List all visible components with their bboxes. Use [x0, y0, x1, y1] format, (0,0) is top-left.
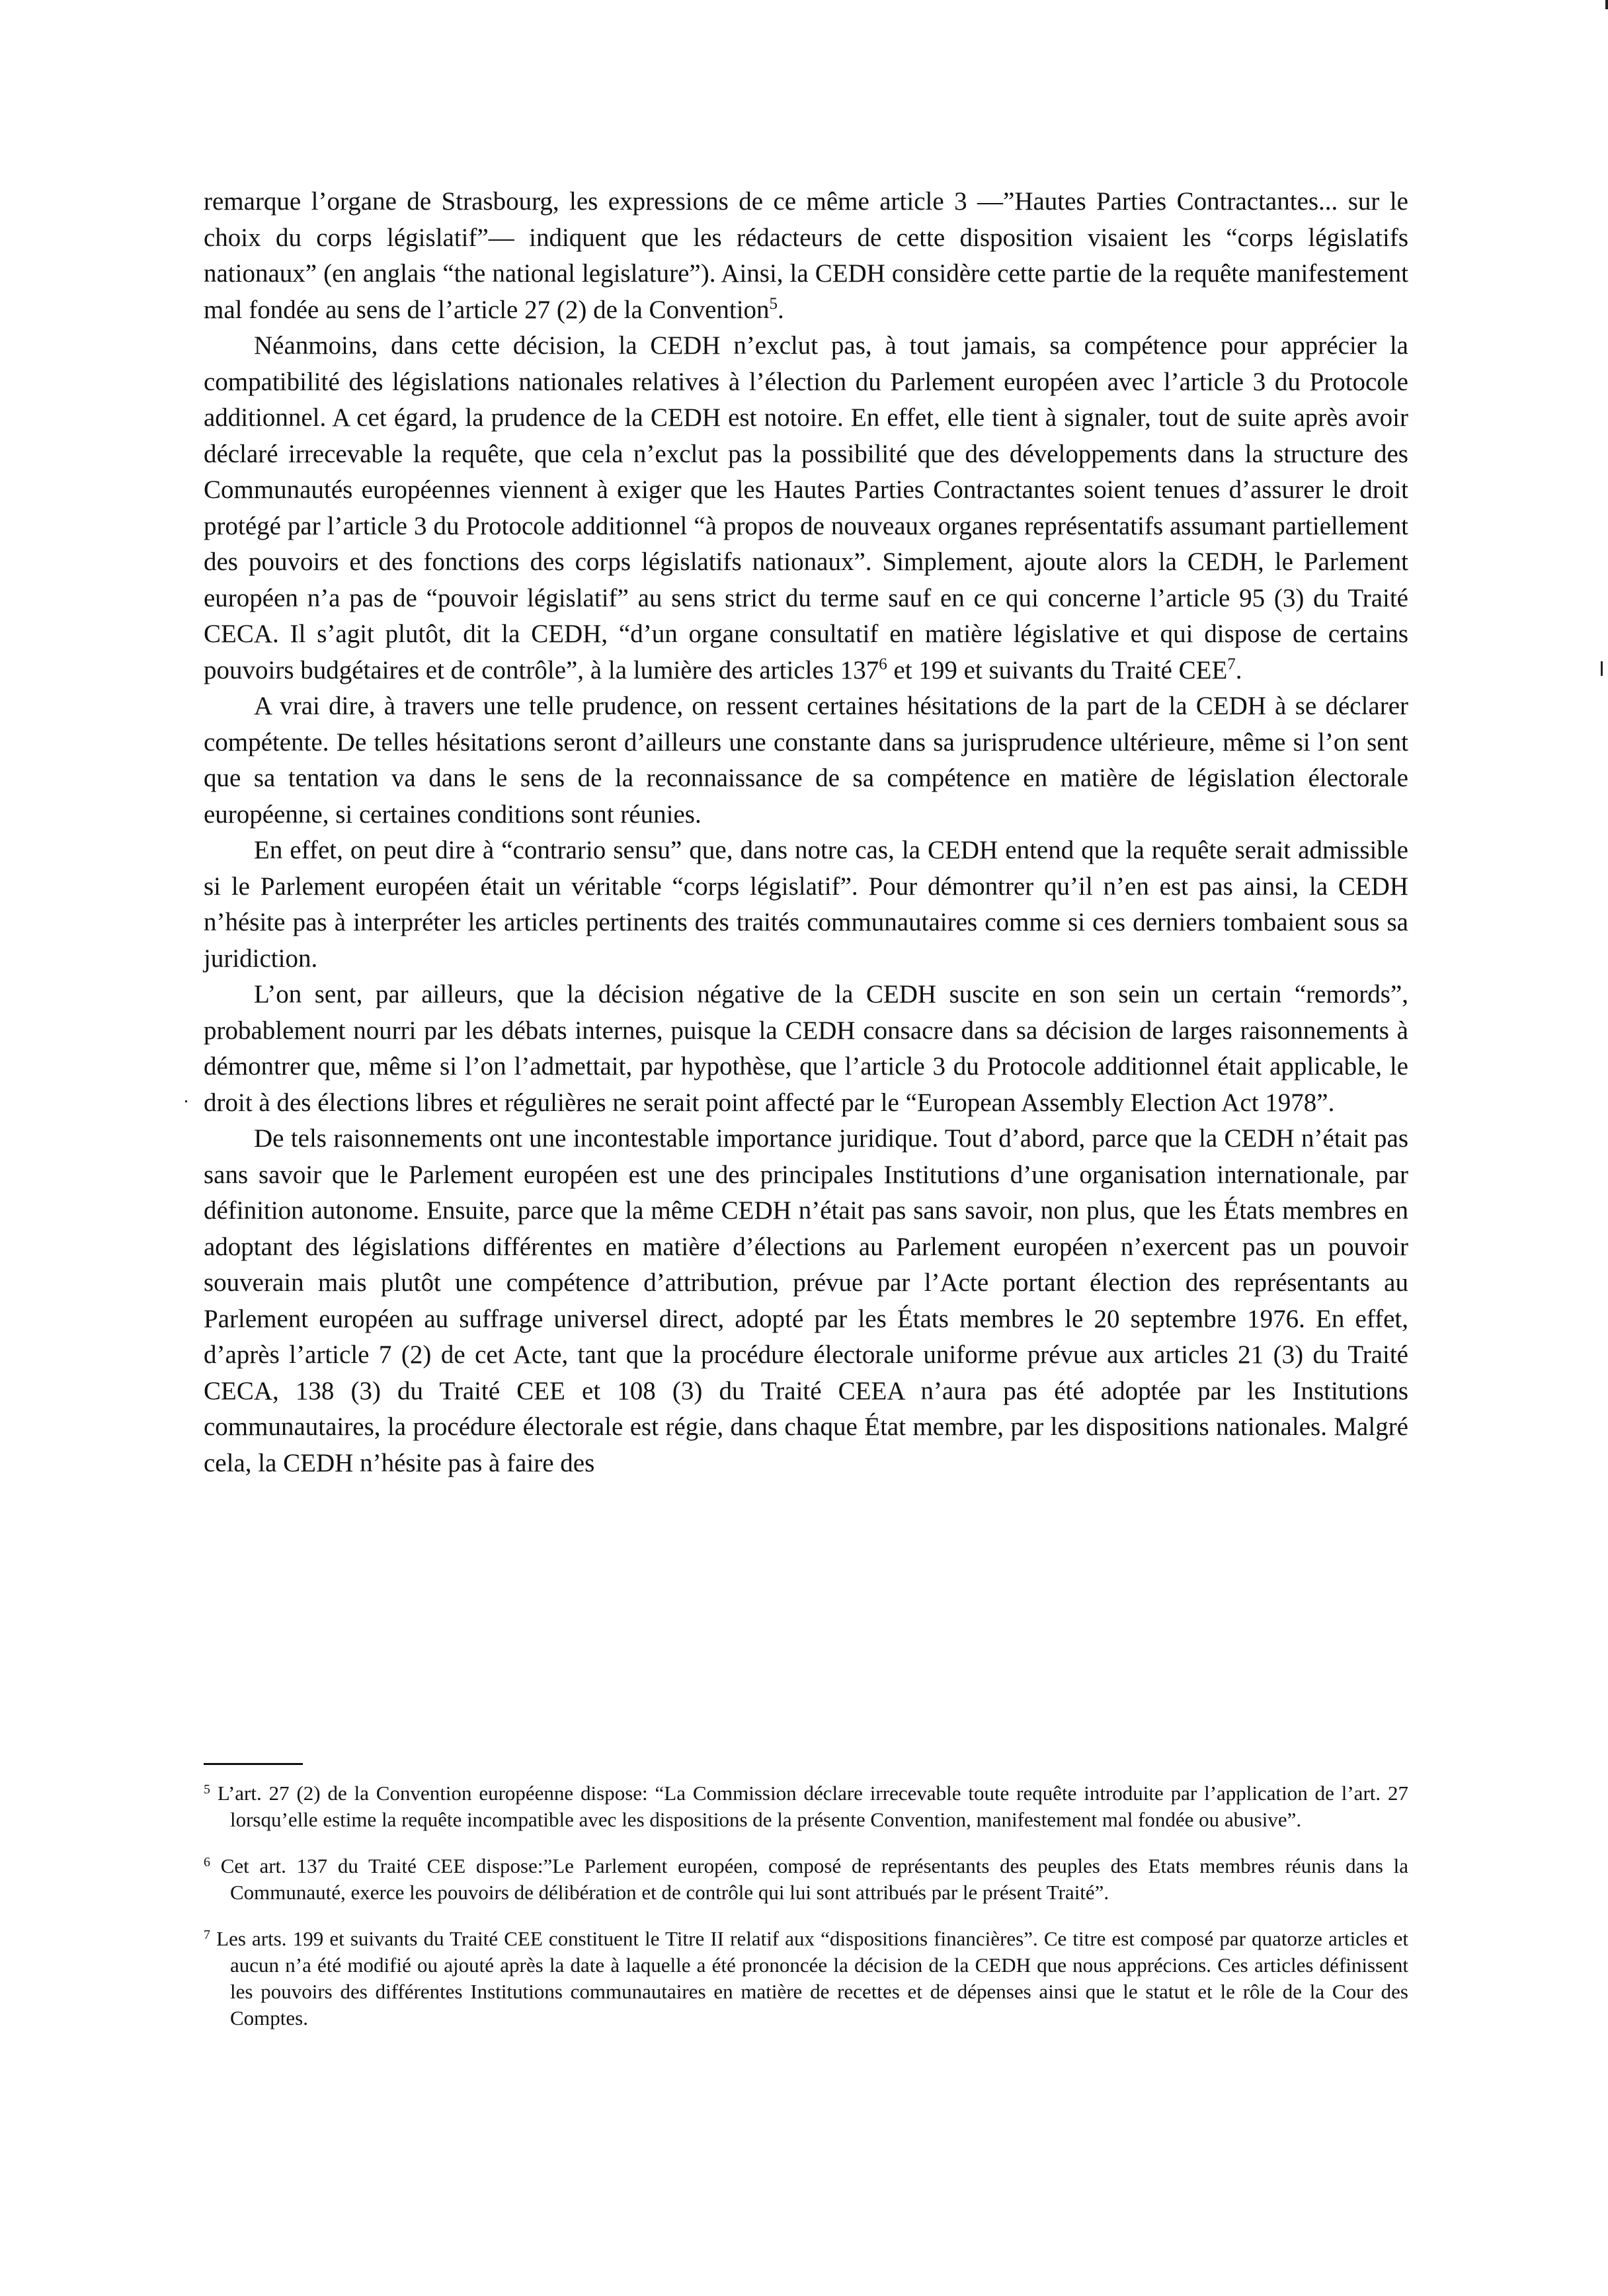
- paragraph-2: [204, 328, 1408, 688]
- footnotes: [204, 1780, 1408, 2051]
- paragraph-3: A vrai dire, à travers une telle prudence, on ressent certaines hésitations de la part de la CEDH à se déclarer compétente. De telles hésitations seront d’ailleurs une constante dans sa jurisprudence ultérieure, même si l’on sent que sa tentation va dans le sens de la reconnaissance de sa compétence en matière de législation électorale européenne, si certaines conditions sont réunies.: [204, 692, 1408, 829]
- scan-artifact: [1605, 0, 1608, 9]
- footnote-5: [204, 1780, 1408, 1833]
- footnote-7: [204, 1926, 1408, 2031]
- paragraph-text: Néanmoins, dans cette décision, la CEDH n’exclut pas, à tout jamais, sa compétence pour apprécier la compatibilité des législations nationales relatives à l’élection du Parlement européen avec l’article 3 du Protocole additionnel. A cet égard, la prudence de la CEDH est notoire. En effet, elle tient à signaler, tout de suite après avoir déclaré irrecevable la requête, que cela n’exclut pas la possibilité que des développements dans la structure des Communautés européennes viennent à exiger que les Hautes Parties Contractantes soient tenues d’assurer le droit protégé par l’article 3 du Protocole additionnel “à propos de nouveaux organes représentatifs assumant partiellement des pouvoirs et des fonctions des corps législatifs nationaux”. Simplement, ajoute alors la CEDH, le Parlement européen n’a pas de “pouvoir législatif” au sens strict du terme sauf en ce qui concerne l’article 95 (3) du Traité CECA. Il s’agit plutôt, dit la CEDH, “d’un organe consultatif en matière législative et qui dispose de certains pouvoirs budgétaires et de contrôle”, à la lumière des articles 137: [204, 331, 1408, 684]
- footnote-number: 6: [204, 1855, 210, 1869]
- paragraph-1: [204, 184, 1408, 328]
- footnote-text: Les arts. 199 et suivants du Traité CEE constituent le Titre II relatif aux “dispositions financières”. Ce titre est composé par quatorze articles et aucun n’a été modifié ou ajouté après la date à laquelle a été prononcée la décision de la CEDH que nous apprécions. Ces articles définissent les pouvoirs des différentes Institutions communautaires en matière de recettes et de dépenses ainsi que le statut et le rôle de la Cour des Comptes.: [210, 1927, 1408, 2030]
- scan-artifact: [1601, 661, 1603, 676]
- footnote-ref-7: 7: [1227, 655, 1236, 673]
- paragraph-text-cont: et 199 et suivants du Traité CEE: [887, 655, 1228, 684]
- footnote-ref-5: 5: [769, 294, 778, 313]
- footnote-text: L’art. 27 (2) de la Convention européenne dispose: “La Commission déclare irrecevable toute requête introduite par l’application de l’art. 27 lorsqu’elle estime la requête incompatible avec les dispositions de la présente Convention, manifestement mal fondée ou abusive”.: [210, 1782, 1408, 1831]
- footnote-separator: [204, 1763, 303, 1765]
- footnote-number: 5: [204, 1782, 210, 1797]
- paragraph-5: L’on sent, par ailleurs, que la décision négative de la CEDH suscite en son sein un certain “remords”, probablement nourri par les débats internes, puisque la CEDH consacre dans sa décision de larges raisonnements à démontrer que, même si l’on l’admettait, par hypothèse, que l’article 3 du Protocole additionnel était applicable, le droit à des élections libres et régulières ne serait point affecté par le “European Assembly Election Act 1978”.: [204, 980, 1408, 1117]
- paragraph-text: remarque l’organe de Strasbourg, les expressions de ce même article 3 —”Hautes Parties Contractantes... sur le choix du corps législatif”— indiquent que les rédacteurs de cette disposition visaient les “corps législatifs nationaux” (en anglais “the national legislature”). Ainsi, la CEDH considère cette partie de la requête manifestement mal fondée au sens de l’article 27 (2) de la Convention: [204, 187, 1408, 324]
- scan-artifact: [185, 1100, 187, 1102]
- paragraph-6: De tels raisonnements ont une incontestable importance juridique. Tout d’abord, parce que la CEDH n’était pas sans savoir que le Parlement européen est une des principales Institutions d’une organisation internationale, par définition autonome. Ensuite, parce que la même CEDH n’était pas sans savoir, non plus, que les États membres en adoptant des législations différentes en matière d’élections au Parlement européen n’exercent pas un pouvoir souverain mais plutôt une compétence d’attribution, prévue par l’Acte portant élection des représentants au Parlement européen au suffrage universel direct, adopté par les États membres le 20 septembre 1976. En effet, d’après l’article 7 (2) de cet Acte, tant que la procédure électorale uniforme prévue aux articles 21 (3) du Traité CECA, 138 (3) du Traité CEE et 108 (3) du Traité CEEA n’aura pas été adoptée par les Institutions communautaires, la procédure électorale est régie, dans chaque État membre, par les dispositions nationales. Malgré cela, la CEDH n’hésite pas à faire des: [204, 1124, 1408, 1477]
- footnote-text: Cet art. 137 du Traité CEE dispose:”Le Parlement européen, composé de représentants des peuples des Etats membres réunis dans la Communauté, exerce les pouvoirs de délibération et de contrôle qui lui sont attribués par le présent Traité”.: [210, 1854, 1408, 1904]
- footnote-number: 7: [204, 1928, 210, 1942]
- footnote-6: [204, 1853, 1408, 1906]
- paragraph-text-end: .: [778, 295, 784, 324]
- paragraph-text-end: .: [1235, 655, 1242, 684]
- footnote-ref-6: 6: [879, 655, 887, 673]
- paragraph-4: En effet, on peut dire à “contrario sensu” que, dans notre cas, la CEDH entend que la requête serait admissible si le Parlement européen était un véritable “corps législatif”. Pour démontrer qu’il n’en est pas ainsi, la CEDH n’hésite pas à interpréter les articles pertinents des traités communautaires comme si ces derniers tombaient sous sa juridiction.: [204, 836, 1408, 973]
- main-text: [204, 184, 1408, 1481]
